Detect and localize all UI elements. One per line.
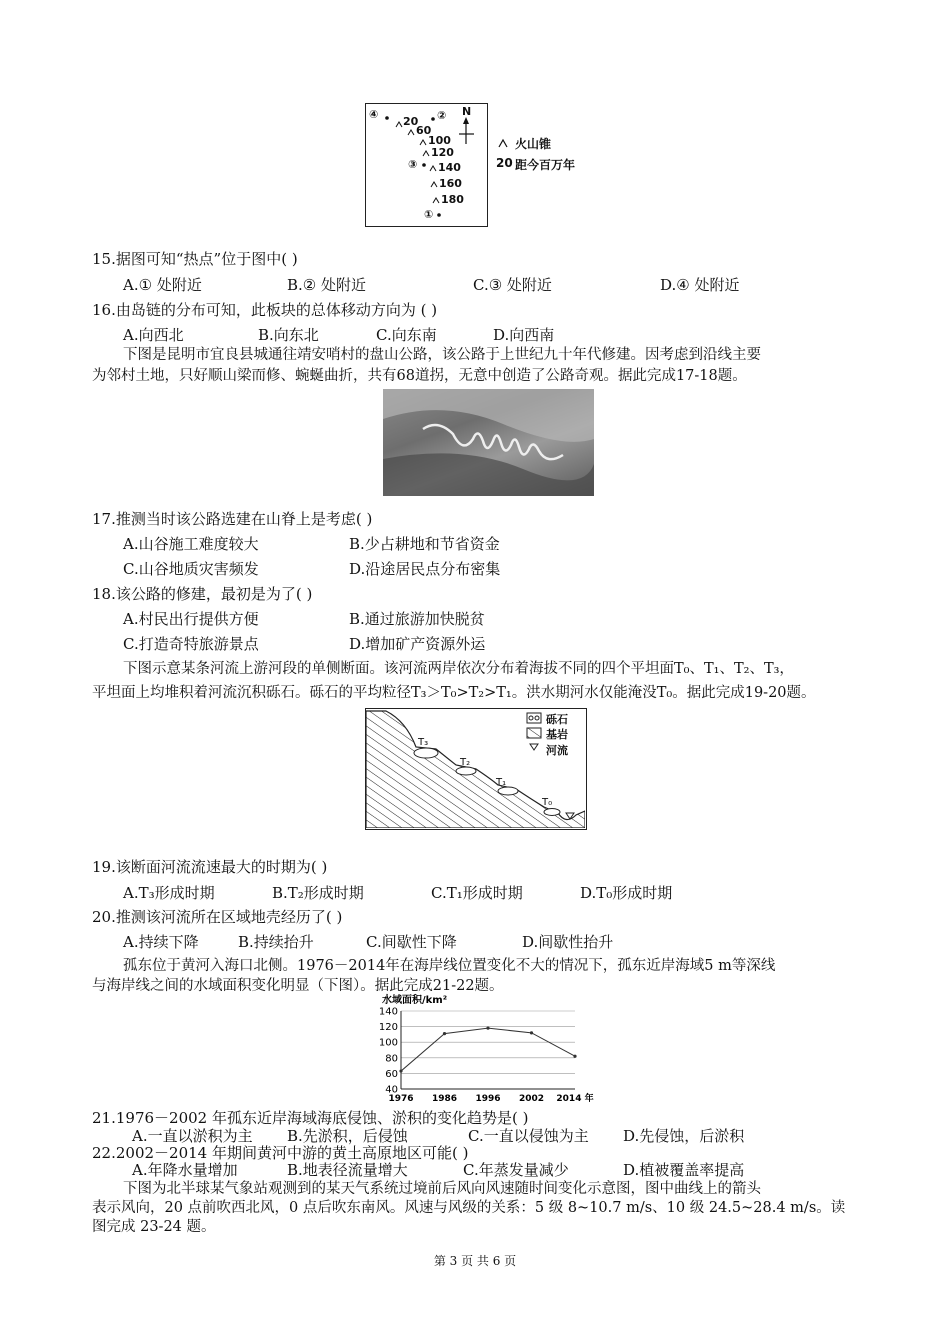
q19-option-b: B.T₂形成时期 [272, 884, 364, 902]
passage-17-line-2: 为邻村土地，只好顺山梁而修、蜿蜒曲折，共有68道拐，无意中创造了公路奇观。据此完成17-18题。 [92, 368, 747, 384]
q16-option-c: C.向东南 [376, 326, 437, 344]
chart-data-point [530, 1031, 533, 1034]
passage-23-line-3: 图完成 23-24 题。 [92, 1219, 216, 1235]
chart-xtick-label: 2002 [518, 1094, 545, 1104]
q17-option-a: A.山谷施工难度较大 [123, 535, 259, 553]
hotspot-map-figure [365, 103, 488, 227]
legend-volcano-text: 火山锥 [515, 137, 552, 151]
q16-option-a: A.向西北 [123, 326, 184, 344]
q22-option-b: B.地表径流量增大 [287, 1161, 408, 1179]
chart-ytick-label: 120 [378, 1022, 398, 1034]
q18-option-c: C.打造奇特旅游景点 [123, 635, 259, 653]
mountain-road-photo [383, 389, 594, 496]
legend-river-icon [530, 744, 538, 750]
q20-option-b: B.持续抬升 [238, 933, 314, 951]
terrace-label-t1: T₁ [496, 777, 507, 788]
water-area-chart [370, 993, 610, 1111]
q21-option-b: B.先淤积，后侵蚀 [287, 1127, 408, 1145]
point-1-label: ① [424, 208, 434, 221]
point-2-dot [422, 163, 426, 167]
passage-21-line-2: 与海岸线之间的水域面积变化明显（下图）。据此完成21-22题。 [92, 978, 504, 994]
chart-xtick-label: 1986 [431, 1094, 458, 1104]
volcano-icon [396, 122, 402, 127]
q15-option-c: C.③ 处附近 [473, 276, 552, 294]
q17-option-c: C.山谷地质灾害频发 [123, 560, 259, 578]
age-label-160: 160 [439, 177, 462, 190]
age-label-20: 20 [403, 115, 419, 128]
q15-option-b: B.② 处附近 [287, 276, 367, 294]
q21-option-a: A.一直以淤积为主 [132, 1127, 253, 1145]
q20-option-c: C.间歇性下降 [366, 933, 457, 951]
q19-option-d: D.T₀形成时期 [580, 884, 673, 902]
q21-stem: 21.1976－2002 年孤东近岸海域海底侵蚀、淤积的变化趋势是( ) [92, 1109, 529, 1127]
gravel-t2 [456, 767, 476, 775]
legend-volcano-icon [497, 137, 511, 149]
q21-option-d: D.先侵蚀，后淤积 [623, 1127, 745, 1145]
q22-stem: 22.2002－2014 年期间黄河中游的黄土高原地区可能( ) [92, 1144, 469, 1162]
chart-ytick-label: 100 [378, 1037, 398, 1049]
point-3-dot [431, 117, 435, 121]
chart-xtick-label: 1976 [388, 1094, 414, 1104]
legend-age-value: 20 [496, 156, 513, 170]
legend-bedrock-box [527, 728, 541, 738]
q19-stem: 19.该断面河流流速最大的时期为( ) [92, 858, 328, 876]
point-1-dot [437, 213, 441, 217]
q15-stem: 15.据图可知“热点”位于图中( ) [92, 250, 298, 268]
q20-stem: 20.推测该河流所在区域地壳经历了( ) [92, 908, 343, 926]
legend-age-text: 距今百万年 [515, 158, 576, 172]
chart-ytick-label: 40 [385, 1084, 398, 1096]
passage-19-line-2: 平坦面上均堆积着河流沉积砾石。砾石的平均粒径T₃＞T₀>T₂>T₁。洪水期河水仅能淹没T₀。据此完成19-20题。 [92, 685, 816, 701]
volcano-icon [423, 151, 429, 156]
mountain-road-svg [383, 389, 594, 496]
q22-option-d: D.植被覆盖率提高 [623, 1161, 745, 1179]
north-label: N [462, 105, 472, 118]
q22-option-c: C.年蒸发量减少 [463, 1161, 569, 1179]
q19-option-c: C.T₁形成时期 [431, 884, 523, 902]
terrace-label-t0: T₀ [542, 797, 553, 808]
q17-stem: 17.推测当时该公路选建在山脊上是考虑( ) [92, 510, 373, 528]
passage-23-line-2: 表示风向，20 点前吹西北风，0 点后吹东南风。风速与风级的关系：5 级 8~10.7 m/s、10 级 24.5~28.4 m/s。读 [92, 1200, 846, 1216]
age-label-140: 140 [438, 161, 461, 174]
chart-data-point [573, 1055, 576, 1058]
q22-option-a: A.年降水量增加 [132, 1161, 238, 1179]
point-2-label: ③ [408, 158, 418, 171]
gravel-t3 [414, 748, 438, 758]
q18-option-b: B.通过旅游加快脱贫 [349, 610, 485, 628]
volcano-icon [430, 166, 436, 171]
passage-23-line-1: 下图为北半球某气象站观测到的某天气系统过境前后风向风速随时间变化示意图，图中曲线上的箭头 [123, 1181, 761, 1197]
q16-option-d: D.向西南 [493, 326, 555, 344]
chart-data-point [486, 1027, 489, 1030]
legend-bedrock-text: 基岩 [546, 728, 568, 741]
chart-ylabel: 水域面积/km² [382, 995, 448, 1006]
legend-gravel-text: 砾石 [546, 713, 568, 726]
terrace-label-t3: T₃ [418, 737, 429, 748]
point-4-label: ④ [369, 108, 379, 121]
volcano-icon [408, 130, 414, 135]
page-footer: 第 3 页 共 6 页 [433, 1254, 517, 1268]
q18-option-d: D.增加矿产资源外运 [349, 635, 486, 653]
age-label-180: 180 [441, 193, 464, 206]
q21-option-c: C.一直以侵蚀为主 [468, 1127, 589, 1145]
north-arrow-head [463, 117, 469, 124]
chart-xtick-label: 2014 年 [556, 1094, 594, 1104]
q16-stem: 16.由岛链的分布可知，此板块的总体移动方向为 ( ) [92, 301, 438, 319]
chart-series-line [401, 1028, 575, 1071]
chart-ytick-label: 140 [378, 1006, 398, 1018]
chart-data-point [443, 1032, 446, 1035]
chart-xtick-label: 1996 [475, 1094, 501, 1104]
passage-17-line-1: 下图是昆明市宜良县城通往靖安哨村的盘山公路，该公路于上世纪九十年代修建。因考虑到沿线主要 [123, 347, 761, 363]
age-label-100: 100 [428, 134, 451, 147]
passage-19-line-1: 下图示意某条河流上游河段的单侧断面。该河流两岸依次分布着海拔不同的四个平坦面T₀、T₁、T₂、T₃， [123, 661, 794, 677]
volcano-icon [431, 182, 437, 187]
point-4-dot [385, 116, 389, 120]
volcano-icon [420, 140, 426, 145]
q20-option-a: A.持续下降 [123, 933, 199, 951]
q17-option-d: D.沿途居民点分布密集 [349, 560, 501, 578]
q15-option-a: A.① 处附近 [123, 276, 202, 294]
hotspot-map-svg [366, 104, 486, 225]
terrace-figure [365, 708, 587, 830]
gravel-t1 [498, 787, 518, 795]
q18-stem: 18.该公路的修建，最初是为了( ) [92, 585, 313, 603]
q19-option-a: A.T₃形成时期 [123, 884, 215, 902]
chart-data-point [399, 1069, 402, 1072]
q16-option-b: B.向东北 [258, 326, 319, 344]
legend-river-text: 河流 [546, 744, 568, 757]
age-label-120: 120 [431, 146, 454, 159]
chart-ytick-label: 80 [385, 1053, 398, 1065]
chart-ytick-label: 60 [385, 1068, 398, 1080]
point-3-label: ② [437, 109, 447, 122]
passage-21-line-1: 孤东位于黄河入海口北侧。1976－2014年在海岸线位置变化不大的情况下，孤东近岸海域5 m等深线 [123, 958, 776, 974]
q20-option-d: D.间歇性抬升 [522, 933, 614, 951]
terrace-label-t2: T₂ [460, 757, 471, 768]
age-label-60: 60 [416, 124, 432, 137]
q17-option-b: B.少占耕地和节省资金 [349, 535, 500, 553]
q15-option-d: D.④ 处附近 [660, 276, 740, 294]
gravel-t0 [544, 809, 560, 816]
volcano-icon [433, 198, 439, 203]
q18-option-a: A.村民出行提供方便 [123, 610, 259, 628]
